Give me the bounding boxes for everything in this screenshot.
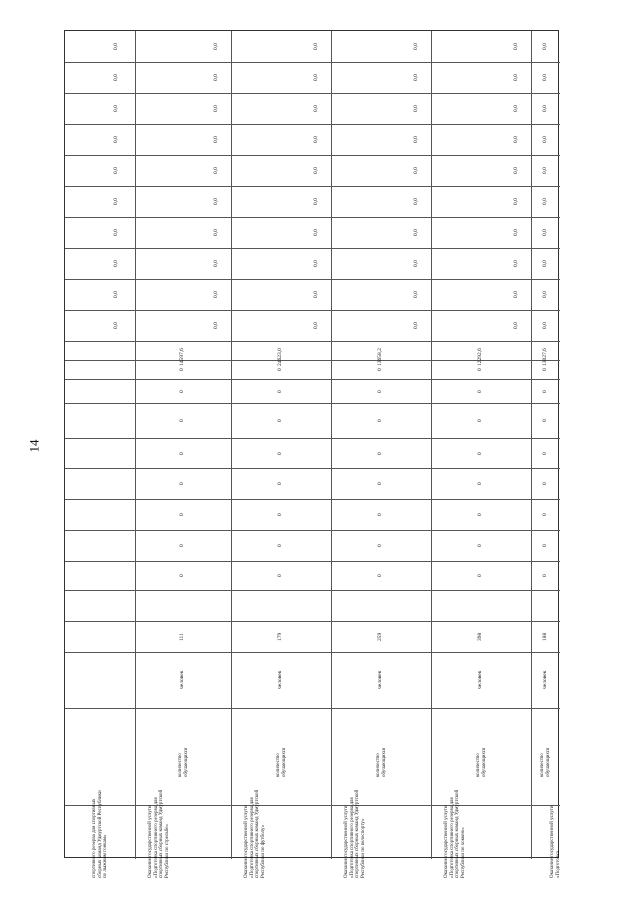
zero-value: 0 [541,368,548,371]
value-cell: 0,0 [113,322,119,329]
grid-line [65,708,560,709]
amount-value: 14597,6 [179,347,185,366]
zero-value: 0 [541,419,548,422]
unit-label: человек [179,670,185,689]
zero-value: 0 [541,389,548,393]
value-cell: 0,0 [513,291,519,298]
zero-value: 0 [277,544,283,547]
zero-value: 0 [277,368,283,371]
value-cell: 0,0 [413,260,419,267]
zero-value: 0 [377,451,383,455]
row-description: Оказание государственной услуги «Подготовка спортивного резерва для спортивных сборных команд Удмуртской Республики по стрельбе» [148,789,170,878]
zero-value: 0 [277,574,283,577]
zero-value: 0 [277,451,283,455]
zero-value: 0 [179,513,185,516]
row-divider [135,31,136,859]
value-cell: 0,0 [542,136,548,143]
grid-line [65,124,560,125]
value-cell: 0,0 [313,136,319,143]
zero-value: 0 [477,451,483,455]
value-cell: 0,0 [313,167,319,174]
page-number [24,431,44,461]
grid-line [65,93,560,94]
value-cell: 0,0 [313,229,319,236]
value-cell: 0,0 [113,74,119,81]
value-cell: 0,0 [513,167,519,174]
row-divider [431,31,432,859]
value-cell: 0,0 [213,105,219,112]
value-cell: 0,0 [513,43,519,50]
count-value: 398 [477,632,483,641]
value-cell: 0,0 [513,198,519,205]
grid-line [65,379,560,380]
zero-value: 0 [477,368,483,371]
value-cell: 0,0 [513,136,519,143]
zero-value: 0 [179,368,185,371]
value-cell: 0,0 [213,167,219,174]
zero-value: 0 [377,389,383,393]
grid-line [65,468,560,469]
zero-value: 0 [377,513,383,516]
zero-value: 0 [179,451,185,455]
count-value: 188 [541,632,548,641]
grid-line [65,499,560,500]
value-cell: 0,0 [213,229,219,236]
amount-value: 13658,2 [377,347,383,366]
grid-line [65,341,560,342]
indicator-label: количество обучающихся [177,747,189,777]
value-cell: 0,0 [213,322,219,329]
unit-label: человек [541,670,548,689]
value-cell: 0,0 [313,43,319,50]
value-cell: 0,0 [542,43,548,50]
indicator-label: количество обучающихся [275,747,287,777]
value-cell: 0,0 [413,229,419,236]
zero-value: 0 [477,513,483,516]
value-cell: 0,0 [213,43,219,50]
value-cell: 0,0 [413,43,419,50]
value-cell: 0,0 [542,74,548,81]
indicator-label: количество обучающихся [375,747,387,777]
value-cell: 0,0 [513,229,519,236]
value-cell: 0,0 [313,105,319,112]
value-cell: 0,0 [513,74,519,81]
value-cell: 0,0 [213,260,219,267]
zero-value: 0 [277,389,283,393]
grid-line [65,438,560,439]
amount-value: 12292,6 [477,347,483,366]
row-divider [331,31,332,859]
grid-line [65,217,560,218]
value-cell: 0,0 [313,260,319,267]
value-cell: 0,0 [413,105,419,112]
value-cell: 0,0 [413,291,419,298]
unit-label: человек [477,670,483,689]
zero-value: 0 [377,482,383,485]
grid-line [65,621,560,622]
grid-line [65,403,560,404]
value-cell: 0,0 [313,198,319,205]
value-cell: 0,0 [413,167,419,174]
zero-value: 0 [541,513,548,516]
value-cell: 0,0 [513,105,519,112]
zero-value: 0 [477,574,483,577]
row-description: спортивного резерва для спортивных сборных команд Удмуртской Республики по лыжным гонкам» [91,790,108,878]
zero-value: 0 [541,574,548,577]
unit-label: человек [377,670,383,689]
value-cell: 0,0 [542,291,548,298]
value-cell: 0,0 [542,167,548,174]
value-cell: 0,0 [113,198,119,205]
zero-value: 0 [179,574,185,577]
value-cell: 0,0 [542,322,548,329]
unit-label: человек [277,670,283,689]
value-cell: 0,0 [413,322,419,329]
value-cell: 0,0 [113,43,119,50]
zero-value: 0 [277,482,283,485]
row-description: Оказание государственной услуги «Подготовка [549,805,561,878]
zero-value: 0 [377,544,383,547]
zero-value: 0 [179,389,185,393]
value-cell: 0,0 [113,136,119,143]
grid-line [65,248,560,249]
zero-value: 0 [477,389,483,393]
amount-value: 24623,0 [277,347,283,366]
row-description: Оказание государственной услуги «Подготовка спортивного резерва для спортивных сборных команд Удмуртской Республики по велоспорту» [344,789,366,878]
value-cell: 0,0 [513,260,519,267]
zero-value: 0 [541,482,548,485]
zero-value: 0 [377,419,383,422]
value-cell: 0,0 [213,74,219,81]
zero-value: 0 [477,419,483,422]
value-cell: 0,0 [213,136,219,143]
value-cell: 0,0 [113,105,119,112]
zero-value: 0 [377,368,383,371]
grid-line [65,530,560,531]
zero-value: 0 [277,419,283,422]
value-cell: 0,0 [113,291,119,298]
count-value: 179 [277,632,283,641]
zero-value: 0 [179,482,185,485]
value-cell: 0,0 [542,105,548,112]
zero-value: 0 [477,482,483,485]
grid-line [65,805,560,806]
value-cell: 0,0 [313,74,319,81]
page-number-text: 14 [26,439,41,453]
value-cell: 0,0 [213,198,219,205]
grid-line [65,186,560,187]
zero-value: 0 [179,544,185,547]
value-cell: 0,0 [542,198,548,205]
value-cell: 0,0 [413,136,419,143]
zero-value: 0 [277,513,283,516]
row-divider [531,31,532,859]
zero-value: 0 [179,419,185,422]
count-value: 111 [179,632,185,641]
value-cell: 0,0 [413,74,419,81]
grid-line [65,360,560,361]
value-cell: 0,0 [542,229,548,236]
zero-value: 0 [541,544,548,547]
grid-line [65,561,560,562]
row-description: Оказание государственной услуги «Подготовка спортивного резерва для спортивных сборных команд Удмуртской Республики по футболу» [244,789,266,878]
count-value: 259 [377,632,383,641]
indicator-label: количество обучающихся [540,747,551,777]
grid-line [65,155,560,156]
value-cell: 0,0 [413,198,419,205]
value-cell: 0,0 [213,291,219,298]
grid-line [65,62,560,63]
value-cell: 0,0 [313,291,319,298]
budget-table [64,30,561,878]
zero-value: 0 [541,451,548,455]
value-cell: 0,0 [113,229,119,236]
zero-value: 0 [477,544,483,547]
value-cell: 0,0 [113,167,119,174]
value-cell: 0,0 [313,322,319,329]
grid-line [65,310,560,311]
value-cell: 0,0 [542,260,548,267]
grid-line [65,279,560,280]
indicator-label: количество обучающихся [475,747,487,777]
row-divider [231,31,232,859]
zero-value: 0 [377,574,383,577]
grid-line [65,590,560,591]
amount-value: 13027,6 [541,347,548,366]
grid-line [65,652,560,653]
value-cell: 0,0 [113,260,119,267]
row-description: Оказание государственной услуги «Подготовка спортивного резерва для спортивных сборных команд Удмуртской Республики по хоккею» [444,789,466,878]
value-cell: 0,0 [513,322,519,329]
